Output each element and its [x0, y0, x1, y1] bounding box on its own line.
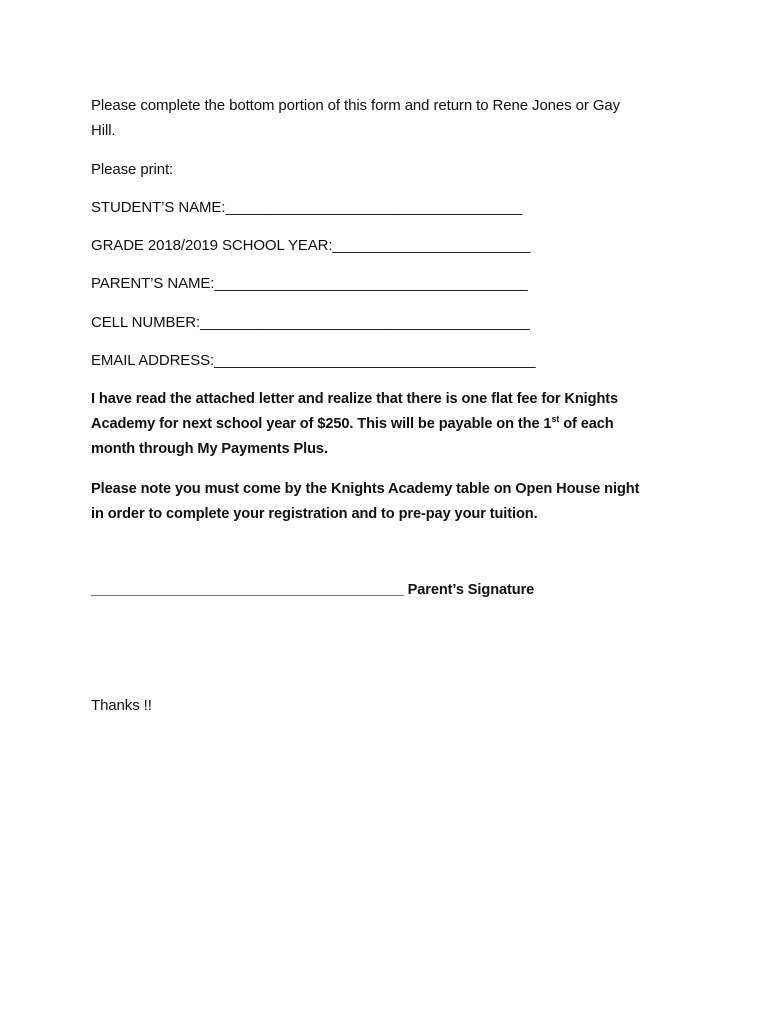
student-name-field[interactable] — [91, 195, 522, 220]
signature-row[interactable] — [91, 578, 534, 603]
signature-label: Parent’s Signature — [403, 582, 535, 598]
student-name-blank[interactable]: ____________________________________ — [225, 199, 523, 216]
ordinal-suffix: st — [551, 414, 560, 424]
email-address-blank[interactable]: _______________________________________ — [214, 352, 536, 369]
grade-label: GRADE 2018/2019 SCHOOL YEAR: — [91, 237, 333, 254]
fee-statement-line-2 — [91, 412, 614, 437]
parent-name-blank[interactable]: ______________________________________ — [214, 275, 528, 292]
closing-text: Thanks !! — [91, 697, 152, 714]
fee-statement-line-2-end: of each — [559, 416, 614, 432]
grade-blank[interactable]: ________________________ — [332, 237, 531, 254]
grade-field[interactable] — [91, 233, 530, 258]
note-line-2: in order to complete your registration and to pre-pay your tuition. — [91, 506, 538, 522]
email-address-label: EMAIL ADDRESS: — [91, 352, 215, 369]
fee-statement-line-1: I have read the attached letter and realize that there is one flat fee for Knights — [91, 391, 619, 407]
parent-name-field[interactable] — [91, 271, 528, 296]
print-prompt: Please print: — [91, 161, 174, 178]
intro-line-1: Please complete the bottom portion of this form and return to Rene Jones or Gay — [91, 97, 621, 114]
intro-line-2: Hill. — [91, 122, 116, 139]
note-line-1: Please note you must come by the Knights Academy table on Open House night — [91, 481, 640, 497]
cell-number-blank[interactable]: ________________________________________ — [200, 314, 530, 331]
fee-statement-line-2-text: Academy for next school year of $250. This will be payable on the 1 — [91, 416, 552, 432]
parent-name-label: PARENT’S NAME: — [91, 275, 215, 292]
email-address-field[interactable] — [91, 348, 536, 373]
cell-number-label: CELL NUMBER: — [91, 314, 201, 331]
fee-statement-line-3: month through My Payments Plus. — [91, 441, 328, 457]
cell-number-field[interactable] — [91, 310, 530, 335]
signature-blank[interactable]: _______________________________________ — [91, 582, 404, 598]
student-name-label: STUDENT’S NAME: — [91, 199, 226, 216]
